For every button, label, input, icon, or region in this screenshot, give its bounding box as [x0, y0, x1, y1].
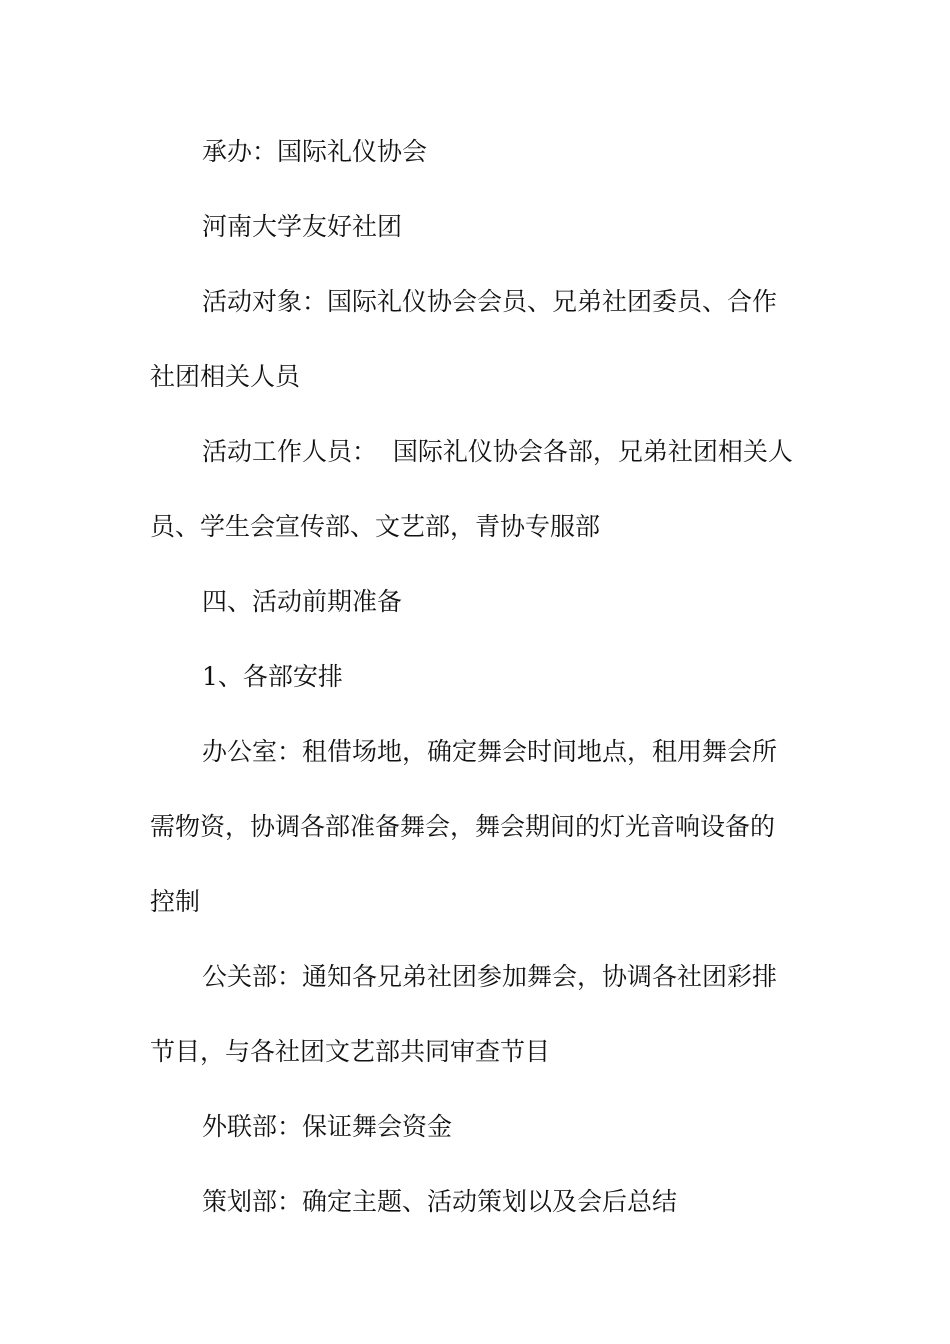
document-page	[150, 114, 810, 1239]
paragraph-planning	[150, 1164, 810, 1239]
text-line: 河南大学友好社团	[202, 212, 403, 241]
text-line: 外联部：保证舞会资金	[202, 1112, 453, 1141]
paragraph-staff	[150, 414, 810, 564]
text-line: 四、活动前期准备	[202, 587, 403, 616]
text-line: 办公室：租借场地，确定舞会时间地点，租用舞会所	[202, 737, 778, 766]
paragraph-audience	[150, 264, 810, 414]
text-line: 策划部：确定主题、活动策划以及会后总结	[202, 1187, 678, 1216]
text-line: 节目，与各社团文艺部共同审查节目	[150, 1037, 551, 1066]
paragraph-office	[150, 714, 810, 939]
text-line: 活动对象：国际礼仪协会会员、兄弟社团委员、合作	[202, 287, 778, 316]
paragraph-external	[150, 1089, 810, 1164]
text-line: 社团相关人员	[150, 362, 301, 391]
text-line: 需物资，协调各部准备舞会，舞会期间的灯光音响设备的	[150, 812, 776, 841]
text-line: 承办：国际礼仪协会	[202, 137, 428, 166]
paragraph-organizer	[150, 114, 810, 189]
text-line: 控制	[150, 887, 201, 916]
text-line: 活动工作人员： 国际礼仪协会各部，兄弟社团相关人	[202, 437, 793, 466]
subsection-heading	[150, 639, 810, 714]
text-line: 公关部：通知各兄弟社团参加舞会，协调各社团彩排	[202, 962, 778, 991]
section-heading	[150, 564, 810, 639]
text-line: 员、学生会宣传部、文艺部，青协专服部	[150, 512, 601, 541]
text-line: 1、各部安排	[202, 662, 343, 691]
paragraph-organizer-2	[150, 189, 810, 264]
paragraph-pr	[150, 939, 810, 1089]
